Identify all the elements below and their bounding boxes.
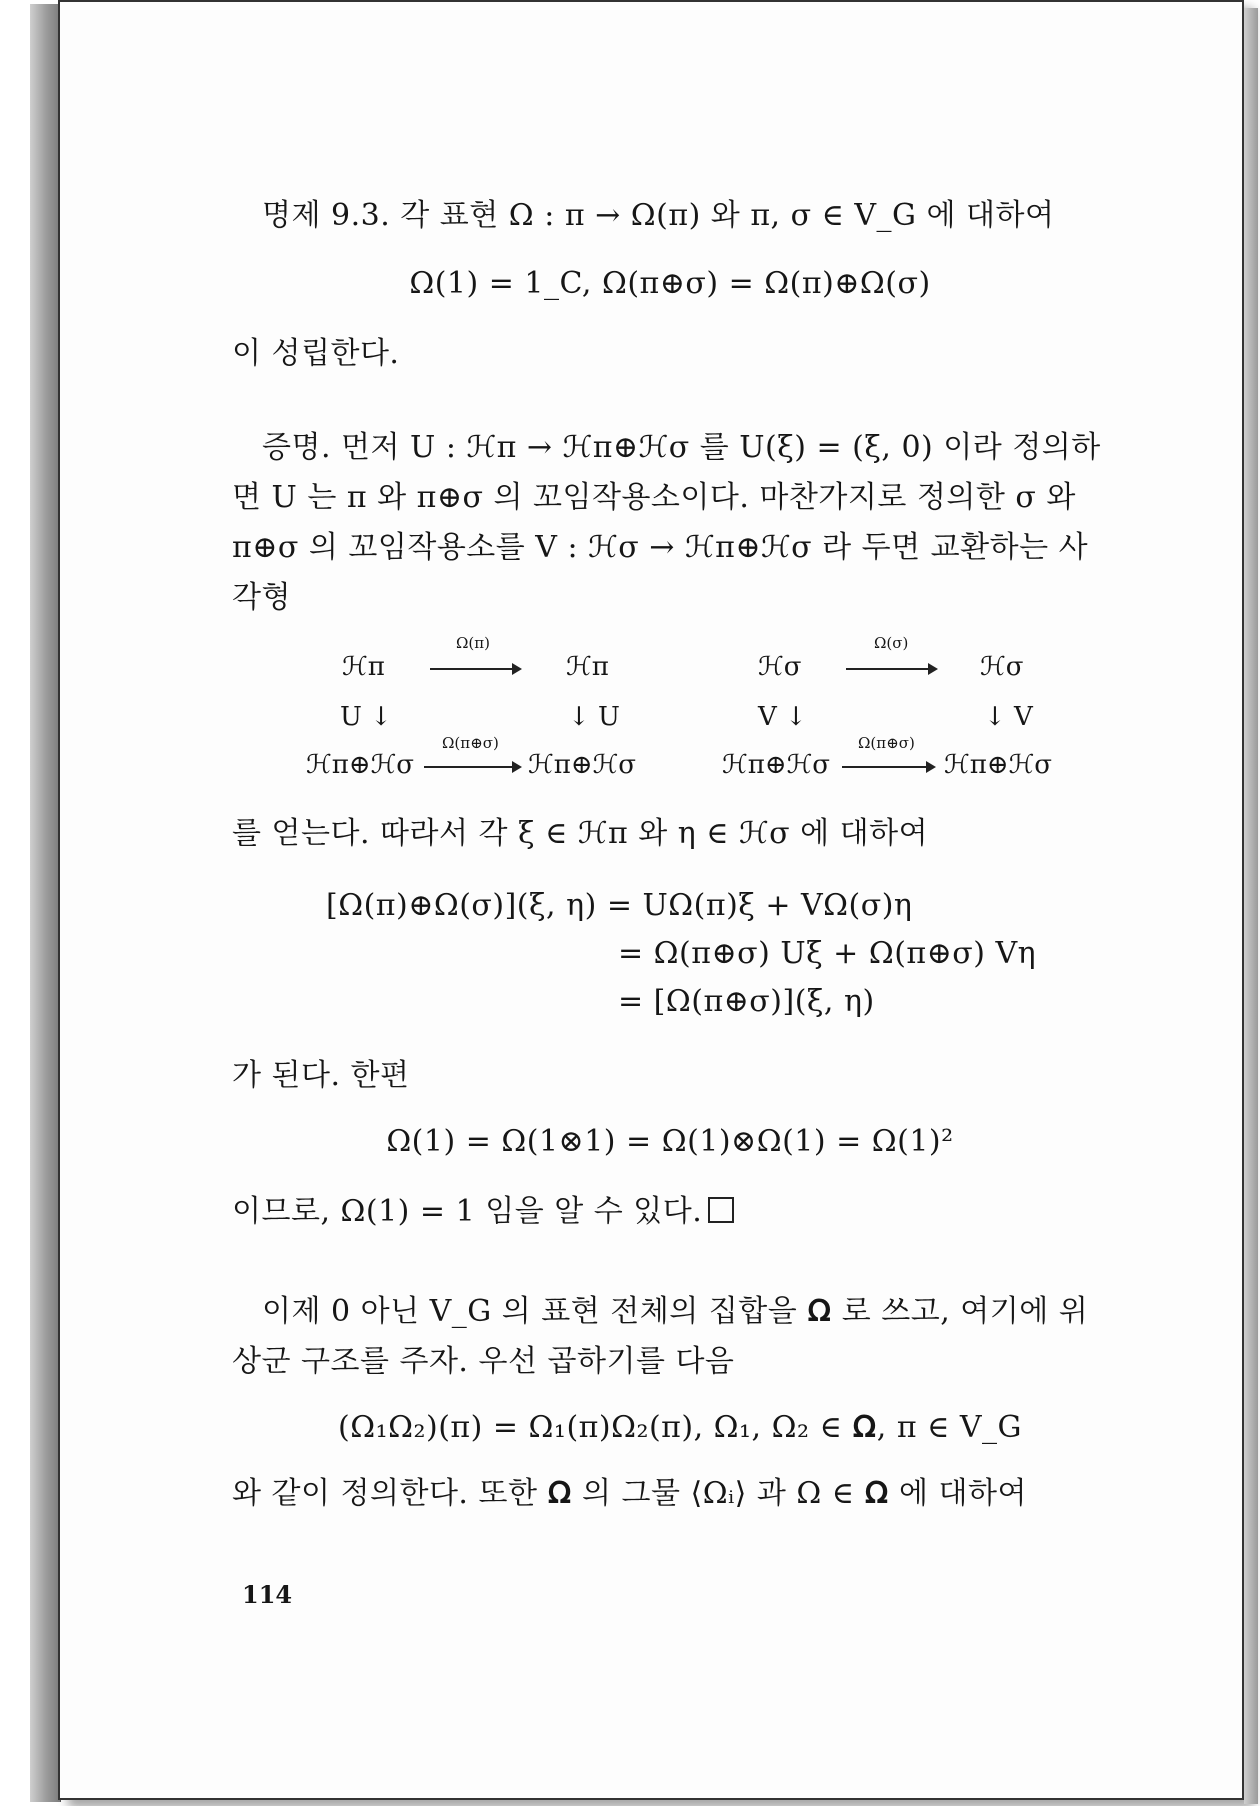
- page-stack-edge: [30, 4, 61, 1802]
- after-diagram-line: 를 얻는다. 따라서 각 ξ ∈ ℋπ 와 η ∈ ℋσ 에 대하여: [232, 816, 929, 851]
- diagram-left-bottom-arrow: [424, 766, 520, 768]
- diagram-left-top-arrow: [430, 668, 520, 670]
- diagram-left-top-right: ℋπ: [566, 652, 609, 682]
- diagram-left-bottom-left: ℋπ⊕ℋσ: [306, 750, 415, 780]
- diagram-left-top-arrow-label: Ω(π): [456, 634, 490, 652]
- proof-line-3: π⊕σ 의 꼬임작용소를 V : ℋσ → ℋπ⊕ℋσ 라 두면 교환하는 사: [232, 530, 1089, 565]
- proposition-header: 명제 9.3. 각 표현 Ω : π → Ω(π) 와 π, σ ∈ V_G 에 대하여: [262, 198, 1055, 233]
- diagram-right-left-vertical: V ↓: [758, 702, 807, 732]
- page-number: 114: [242, 1580, 293, 1609]
- product-definition: (Ω₁Ω₂)(π) = Ω₁(π)Ω₂(π), Ω₁, Ω₂ ∈ 𝛀, π ∈ V_G: [338, 1410, 1022, 1445]
- paragraph2-line-1: 이제 0 아닌 V_G 의 표현 전체의 집합을 𝛀 로 쓰고, 여기에 위: [262, 1294, 1089, 1329]
- becomes-line: 가 된다. 한편: [232, 1058, 410, 1093]
- equation-row-1: [Ω(π)⊕Ω(σ)](ξ, η) = UΩ(π)ξ + VΩ(σ)η: [326, 888, 913, 923]
- therefore-line: [232, 1192, 734, 1232]
- diagram-right-top-arrow: [846, 668, 936, 670]
- equation-row-2: = Ω(π⊕σ) Uξ + Ω(π⊕σ) Vη: [618, 936, 1037, 971]
- diagram-right-bottom-right: ℋπ⊕ℋσ: [944, 750, 1053, 780]
- final-line: 와 같이 정의한다. 또한 𝛀 의 그물 ⟨Ωᵢ⟩ 과 Ω ∈ 𝛀 에 대하여: [232, 1476, 1028, 1511]
- diagram-left-right-vertical: ↓ U: [568, 702, 620, 732]
- diagram-right-right-vertical: ↓ V: [984, 702, 1033, 732]
- diagram-left-top-left: ℋπ: [342, 652, 385, 682]
- diagram-right-bottom-arrow-label: Ω(π⊕σ): [858, 734, 915, 752]
- proof-line-1: 증명. 먼저 U : ℋπ → ℋπ⊕ℋσ 를 U(ξ) = (ξ, 0) 이라 정의하: [262, 430, 1101, 465]
- diagram-left-left-vertical: U ↓: [340, 702, 392, 732]
- therefore-text: 이므로, Ω(1) = 1 임을 알 수 있다.: [232, 1194, 703, 1229]
- proposition-formula: Ω(1) = 1_C, Ω(π⊕σ) = Ω(π)⊕Ω(σ): [409, 266, 931, 301]
- diagram-right-bottom-left: ℋπ⊕ℋσ: [722, 750, 831, 780]
- square-equation: Ω(1) = Ω(1⊗1) = Ω(1)⊗Ω(1) = Ω(1)²: [386, 1124, 954, 1159]
- proof-line-4: 각형: [232, 580, 291, 615]
- paragraph2-line-2: 상군 구조를 주자. 우선 곱하기를 다음: [232, 1344, 735, 1379]
- equation-row-3: = [Ω(π⊕σ)](ξ, η): [618, 984, 875, 1019]
- diagram-right-top-left: ℋσ: [758, 652, 802, 682]
- diagram-right-top-arrow-label: Ω(σ): [874, 634, 909, 652]
- proposition-conclusion: 이 성립한다.: [232, 336, 400, 371]
- diagram-left-bottom-arrow-label: Ω(π⊕σ): [442, 734, 499, 752]
- diagram-left-bottom-right: ℋπ⊕ℋσ: [528, 750, 637, 780]
- qed-box-icon: [708, 1197, 734, 1223]
- page-right-shadow: [1244, 8, 1258, 1804]
- diagram-right-top-right: ℋσ: [980, 652, 1024, 682]
- proof-line-2: 면 U 는 π 와 π⊕σ 의 꼬임작용소이다. 마찬가지로 정의한 σ 와: [232, 480, 1076, 515]
- diagram-right-bottom-arrow: [842, 766, 934, 768]
